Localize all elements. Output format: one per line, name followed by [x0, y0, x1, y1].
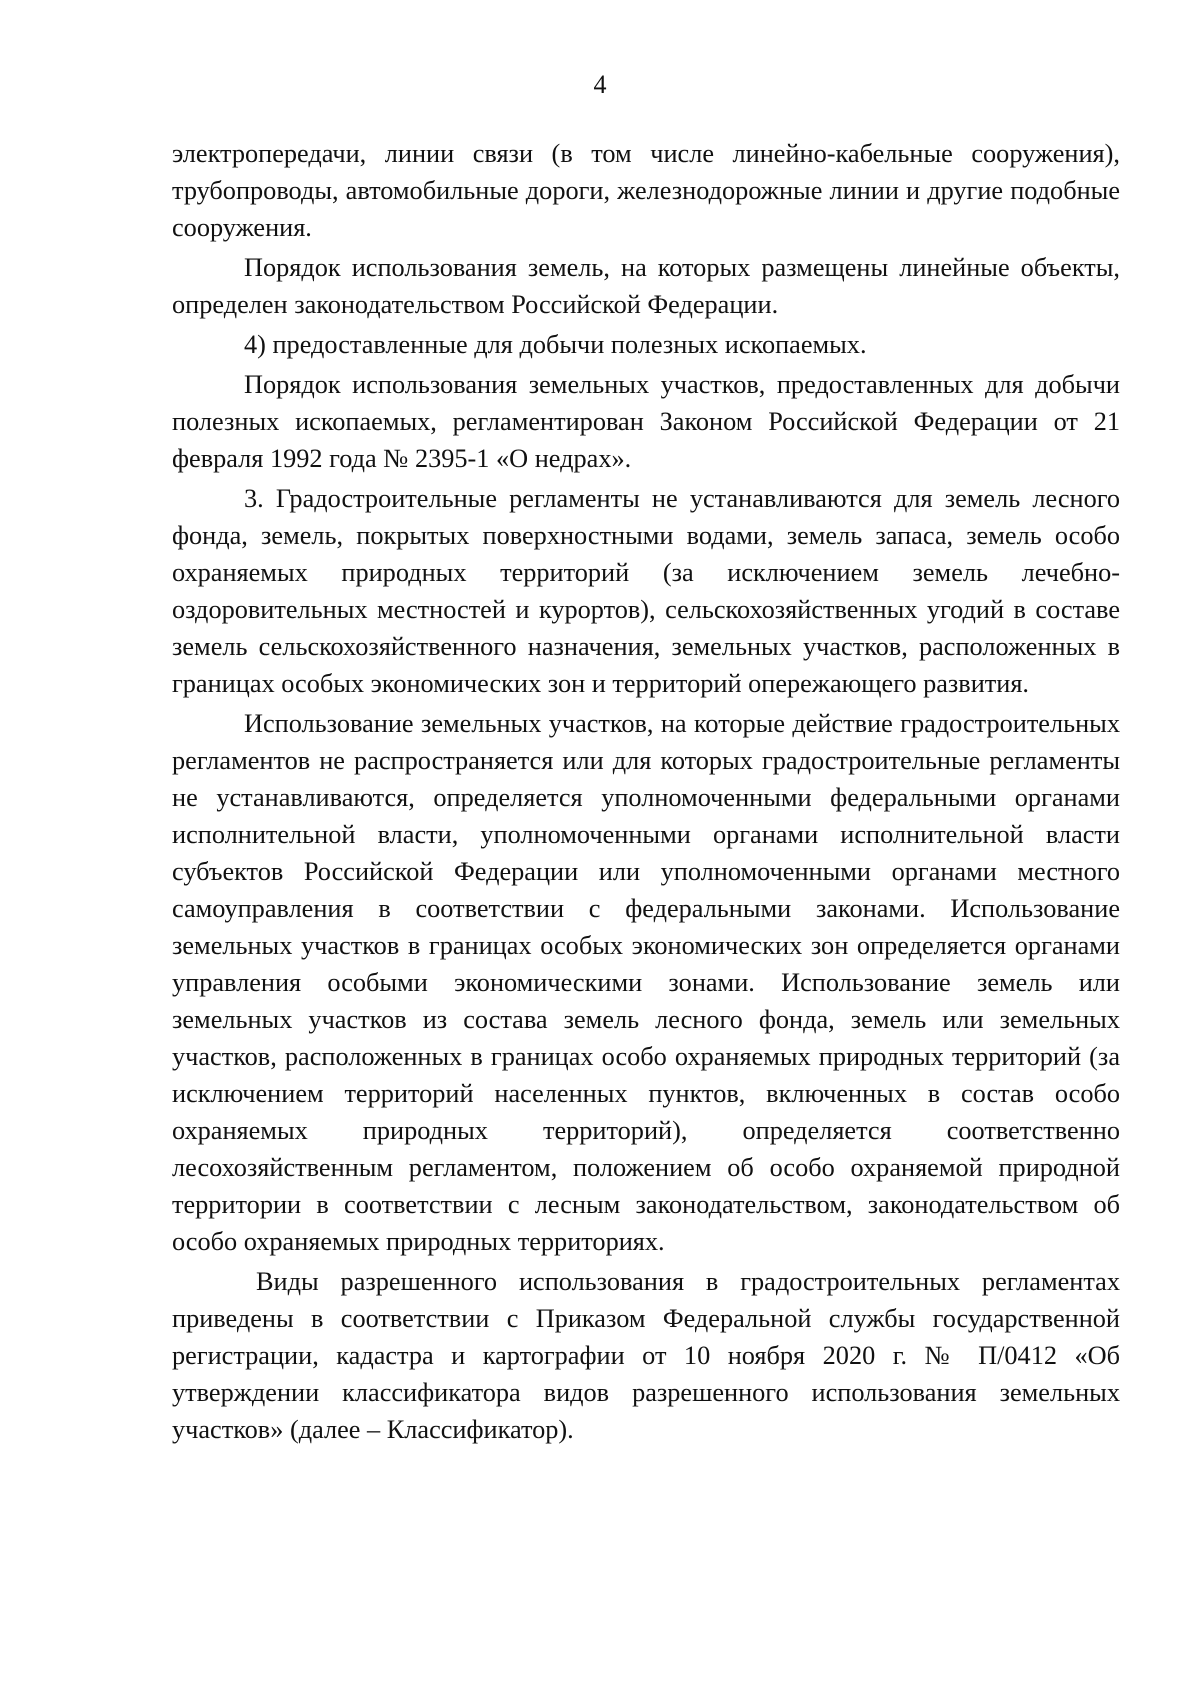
paragraph-linear-objects-order: Порядок использования земель, на которых размещены линейные объекты, определен законодательством Российской Федерации.: [172, 253, 1120, 319]
paragraph-linear-structures-continued: электропередачи, линии связи (в том числе линейно-кабельные сооружения), трубопроводы, автомобильные дороги, железнодорожные линии и другие подобные сооружения.: [172, 139, 1120, 242]
paragraph-item-4-mining: 4) предоставленные для добычи полезных ископаемых.: [244, 330, 867, 359]
document-body: [172, 135, 1120, 1451]
page-number: 4: [593, 70, 607, 99]
paragraph-mining-land-order: Порядок использования земельных участков, предоставленных для добычи полезных ископаемых, регламентирован Законом Российской Федерации от 21 февраля 1992 года № 2395-1 «О недрах».: [172, 370, 1120, 473]
paragraph-section-3-regulations: 3. Градостроительные регламенты не устанавливаются для земель лесного фонда, земель, покрытых поверхностными водами, земель запаса, земель особо охраняемых природных территорий (за исключением земель лечебно-оздоровительных местностей и курортов), сельскохозяйственных угодий в составе земель сельскохозяйственного назначения, земельных участков, расположенных в границах особых экономических зон и территорий опережающего развития.: [172, 484, 1120, 698]
paragraph-land-use-without-regulations: Использование земельных участков, на которые действие градостроительных регламентов не распространяется или для которых градостроительные регламенты не устанавливаются, определяется уполномоченными федеральными органами исполнительной власти, уполномоченными органами исполнительной власти субъектов Российской Федерации или уполномоченными органами местного самоуправления в соответствии с федеральными законами. Использование земельных участков в границах особых экономических зон определяется органами управления особыми экономическими зонами. Использование земель или земельных участков из состава земель лесного фонда, земель или земельных участков, расположенных в границах особо охраняемых природных территорий (за исключением территорий населенных пунктов, включенных в состав особо охраняемых природных территорий), определяется соответственно лесохозяйственным регламентом, положением об особо охраняемой природной территории в соответствии с лесным законодательством, законодательством об особо охраняемых природных территориях.: [172, 709, 1120, 1256]
paragraph-permitted-use-classifier: Виды разрешенного использования в градостроительных регламентах приведены в соответствии с Приказом Федеральной службы государственной регистрации, кадастра и картографии от 10 ноября 2020 г. № П/0412 «Об утверждении классификатора видов разрешенного использования земельных участков» (далее – Классификатор).: [172, 1267, 1120, 1444]
